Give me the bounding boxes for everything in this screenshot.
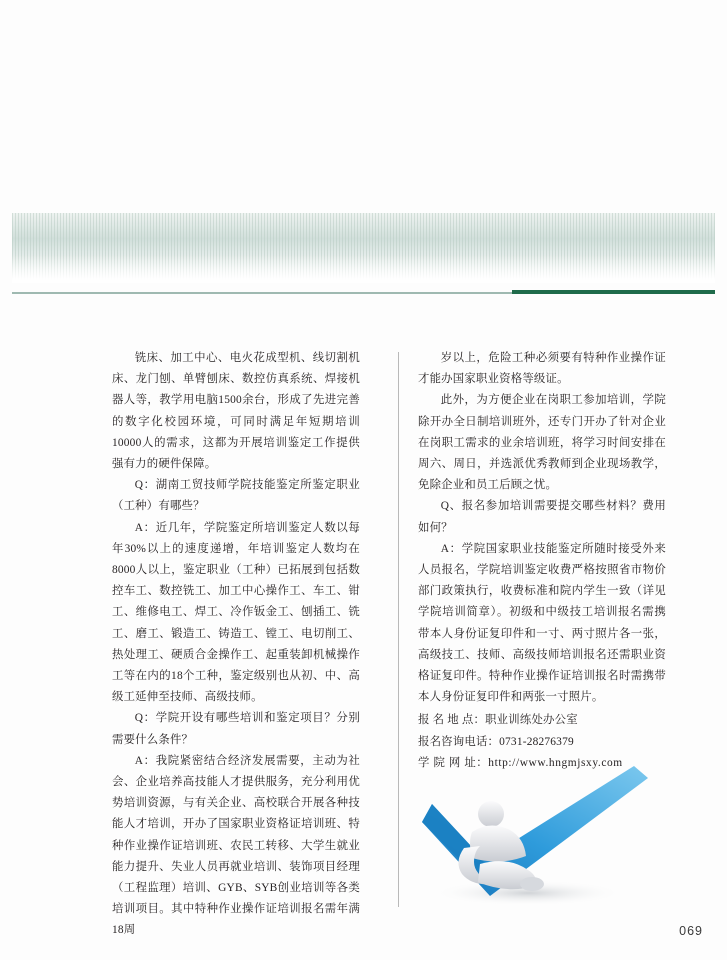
paragraph: A：我院紧密结合经济发展需要，主动为社会、企业培养高技能人才提供服务，充分利用优势培训资源，与有关企业、高校联合开展各种技能人才培训，开办了国家职业资格证培训班、特种作业操作证培训班、农民工转移、大学生就业能力提升、失业人员再就业培训、装饰项目经理（工程监理）培训、GYB、SYB创业培训等各类培训项目。其中特种作业操作证培训报名需年满18周: [112, 754, 360, 937]
right-text-column: [418, 348, 666, 774]
figure-head: [478, 801, 504, 827]
paragraph: Q、报名参加培训需要提交哪些材料？费用如何？: [418, 500, 666, 534]
paragraph: Q：湖南工贸技师学院技能鉴定所鉴定职业（工种）有哪些？: [112, 479, 360, 513]
header-rule-accent: [512, 290, 715, 294]
checkmark-with-figure-illustration: [398, 760, 698, 908]
paragraph: 铣床、加工中心、电火花成型机、线切割机床、龙门刨、单臂刨床、数控仿真系统、焊接机器人等，教学用电脑1500余台，形成了先进完善的数字化校园环境，可同时满足年短期培训10000人的需求，这都为开展培训鉴定工作提供强有力的硬件保障。: [112, 352, 360, 471]
header-band-fade: [12, 255, 715, 283]
figure-torso: [470, 825, 526, 861]
contact-website: 学 院 网 址：http://www.hngmjsxy.com: [418, 756, 623, 769]
contact-phone: 报名咨询电话：0731-28276379: [418, 735, 574, 748]
paragraph: A：学院国家职业技能鉴定所随时接受外来人员报名，学院培训鉴定收费严格按照省市物价部门政策执行，收费标准和院内学生一致（详见学院培训简章）。初级和中级技工培训报名需携带本人身份证复印件和一寸、两寸照片各一张，高级技工、技师、高级技师培训报名还需职业资格证复印件。特种作业操作证培训报名时需携带本人身份证复印件和两张一寸照片。: [418, 542, 666, 704]
paragraph: 此外，为方便企业在岗职工参加培训，学院除开办全日制培训班外，还专门开办了针对企业在岗职工需求的业余培训班，将学习时间安排在周六、周日，并选派优秀教师到企业现场教学，免除企业和员工后顾之忧。: [418, 394, 666, 492]
paragraph: Q：学院开设有哪些培训和鉴定项目？分别需要什么条件？: [112, 712, 360, 746]
paragraph: A：近几年，学院鉴定所培训鉴定人数以每年30%以上的速度递增，年培训鉴定人数均在8000人以上，鉴定职业（工种）已拓展到包括数控车工、数控铣工、加工中心操作工、车工、钳工、维修电工、焊工、冷作钣金工、刨插工、铣工、磨工、锻造工、铸造工、镗工、电切削工、热处理工、硬质合金操作工、起重装卸机械操作工等在内的18个工种，鉴定级别也从初、中、高级工延伸至技师、高级技师。: [112, 521, 360, 704]
figure-foot: [520, 877, 544, 891]
page-number: 069: [679, 924, 703, 938]
left-text-column: [112, 348, 360, 942]
paragraph: 岁以上，危险工种必须要有特种作业操作证才能办国家职业资格等级证。: [418, 352, 666, 386]
contact-address: 报 名 地 点：职业训练处办公室: [418, 714, 578, 727]
